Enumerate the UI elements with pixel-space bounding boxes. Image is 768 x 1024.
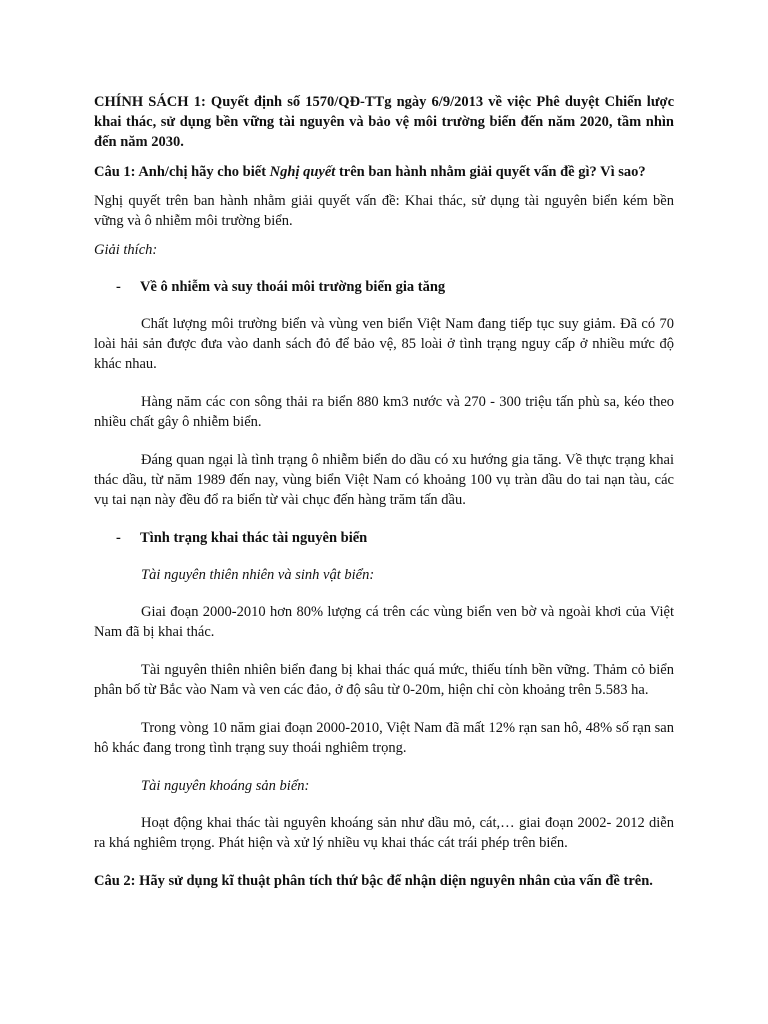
subsection-1-paragraph-1: Giai đoạn 2000-2010 hơn 80% lượng cá trên các vùng biển ven bờ và ngoài khơi của Việt Nam đã bị khai thác.	[94, 604, 674, 640]
explanation-label: Giải thích:	[94, 242, 158, 258]
bullet-dash: -	[116, 279, 121, 295]
title-label: CHÍNH SÁCH 1:	[94, 94, 206, 110]
section-1-paragraph-2: Hàng năm các con sông thải ra biển 880 km3 nước và 270 - 300 triệu tấn phù sa, kéo theo nhiều chất gây ô nhiễm biển.	[94, 394, 674, 430]
bullet-dash: -	[116, 530, 121, 546]
subsection-2-heading: Tài nguyên khoáng sản biển:	[141, 778, 310, 794]
title-text: Quyết định số 1570/QĐ-TTg ngày 6/9/2013 về việc Phê duyệt Chiến lược khai thác, sử dụng bền vững tài nguyên và bảo vệ môi trường biển đến năm 2020, tầm nhìn đến năm 2030.	[94, 94, 674, 150]
subsection-1-paragraph-2: Tài nguyên thiên nhiên biển đang bị khai thác quá mức, thiếu tính bền vững. Thảm cỏ biển phân bố từ Bắc vào Nam và ven các đảo, ở độ sâu từ 0-20m, hiện chỉ còn khoảng trên 5.583 ha.	[94, 662, 674, 698]
question-1-italic: Nghị quyết	[269, 164, 336, 180]
question-1-suffix: trên ban hành nhằm giải quyết vấn đề gì? Vì sao?	[335, 164, 646, 180]
subsection-1-paragraph-3: Trong vòng 10 năm giai đoạn 2000-2010, Việt Nam đã mất 12% rạn san hô, 48% số rạn san hô khác đang trong tình trạng suy thoái nghiêm trọng.	[94, 720, 674, 756]
section-2-heading	[94, 528, 674, 548]
question-2: Câu 2: Hãy sử dụng kĩ thuật phân tích thứ bậc để nhận diện nguyên nhân của vấn đề trên.	[94, 873, 653, 889]
section-1-heading-text: Về ô nhiễm và suy thoái môi trường biển gia tăng	[140, 279, 446, 295]
subsection-1-heading: Tài nguyên thiên nhiên và sinh vật biển:	[141, 567, 375, 583]
question-1	[94, 162, 674, 182]
section-1-heading	[94, 277, 674, 297]
section-2-heading-text: Tình trạng khai thác tài nguyên biển	[140, 530, 368, 546]
section-1-paragraph-3: Đáng quan ngại là tình trạng ô nhiễm biển do dầu có xu hướng gia tăng. Về thực trạng khai thác dầu, từ năm 1989 đến nay, vùng biển Việt Nam có khoảng 100 vụ tràn dầu do tai nạn tàu, các vụ tai nạn này đều đổ ra biển từ vài chục đến hàng trăm tấn dầu.	[94, 452, 674, 508]
answer-paragraph: Nghị quyết trên ban hành nhằm giải quyết vấn đề: Khai thác, sử dụng tài nguyên biển kém bền vững và ô nhiễm môi trường biển.	[94, 193, 674, 229]
question-1-prefix: Câu 1: Anh/chị hãy cho biết	[94, 164, 270, 180]
document-title	[94, 92, 674, 152]
subsection-2-paragraph-1: Hoạt động khai thác tài nguyên khoáng sản như dầu mỏ, cát,… giai đoạn 2002- 2012 diễn ra khá nghiêm trọng. Phát hiện và xử lý nhiều vụ khai thác cát trái phép trên biển.	[94, 815, 674, 851]
section-1-paragraph-1: Chất lượng môi trường biển và vùng ven biển Việt Nam đang tiếp tục suy giảm. Đã có 70 loài hải sản được đưa vào danh sách đỏ để bảo vệ, 85 loài ở tình trạng nguy cấp ở nhiều mức độ khác nhau.	[94, 316, 674, 372]
